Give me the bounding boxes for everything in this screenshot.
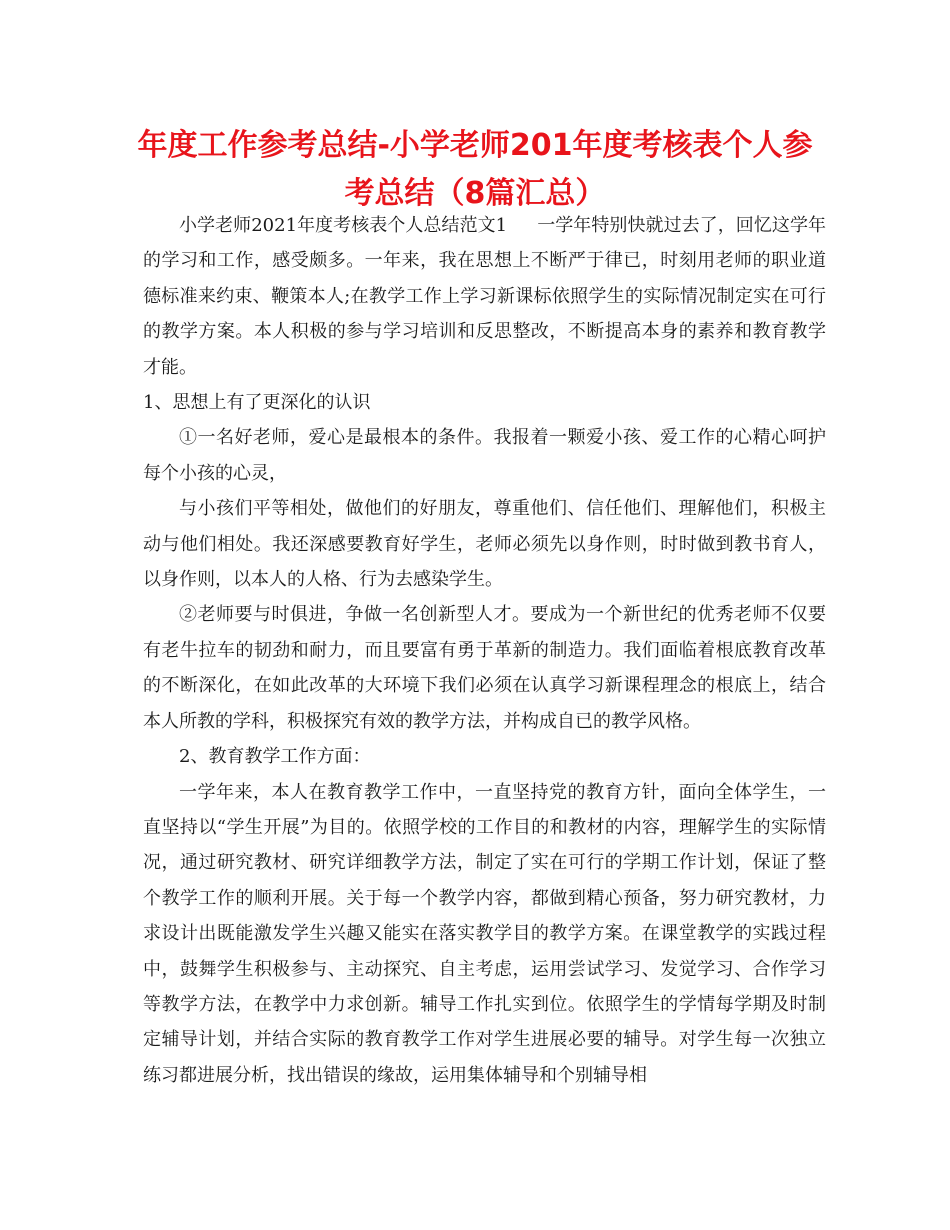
- paragraph: 一学年来，本人在教育教学工作中，一直坚持党的教育方针，面向全体学生，一直坚持以“学生开展”为目的。依照学校的工作目的和教材的内容，理解学生的实际情况，通过研究教材、研究详细教学方法，制定了实在可行的学期工作计划，保证了整个教学工作的顺利开展。关于每一个教学内容，都做到精心预备，努力研究教材，力求设计出既能激发学生兴趣又能实在落实教学目的教学方案。在课堂教学的实践过程中，鼓舞学生积极参与、主动探究、自主考虑，运用尝试学习、发觉学习、合作学习等教学方法，在教学中力求创新。辅导工作扎实到位。依照学生的学情每学期及时制定辅导计划，并结合实际的教育教学工作对学生进展必要的辅导。对学生每一次独立练习都进展分析，找出错误的缘故，运用集体辅导和个别辅导相: [143, 781, 826, 1086]
- document-body: [143, 208, 826, 1093]
- paragraph: 与小孩们平等相处，做他们的好朋友，尊重他们、信任他们、理解他们，积极主动与他们相处。我还深感要教育好学生，老师必须先以身作则，时时做到教书育人，以身作则，以本人的人格、行为去感染学生。: [143, 498, 826, 591]
- document-title: 年度工作参考总结-小学老师201年度考核表个人参考总结（8篇汇总）: [137, 128, 813, 211]
- paragraph: ①一名好老师，爱心是最根本的条件。我报着一颗爱小孩、爱工作的心精心呵护每个小孩的心灵，: [143, 427, 826, 484]
- paragraph: ②老师要与时俱进，争做一名创新型人才。要成为一个新世纪的优秀老师不仅要有老牛拉车的韧劲和耐力，而且要富有勇于革新的制造力。我们面临着根底教育改革的不断深化，在如此改革的大环境下我们必须在认真学习新课程理念的根底上，结合本人所教的学科，积极探究有效的教学方法，并构成自已的教学风格。: [143, 604, 826, 732]
- paragraph-text: 一学年特别快就过去了，回忆这学年的学习和工作，感受颇多。一年来，我在思想上不断严于律已，时刻用老师的职业道德标准来约束、鞭策本人;在教学工作上学习新课标依照学生的实际情况制定实在可行的教学方案。本人积极的参与学习培训和反思整改，不断提高本身的素养和教育教学才能。: [143, 215, 827, 378]
- paragraph-lead: 小学老师2021年度考核表个人总结范文1: [179, 215, 508, 236]
- paragraph-intro: [143, 208, 826, 385]
- section-heading-2: 2、教育教学工作方面：: [179, 746, 371, 768]
- section-heading-1: 1、思想上有了更深化的认识: [143, 392, 371, 414]
